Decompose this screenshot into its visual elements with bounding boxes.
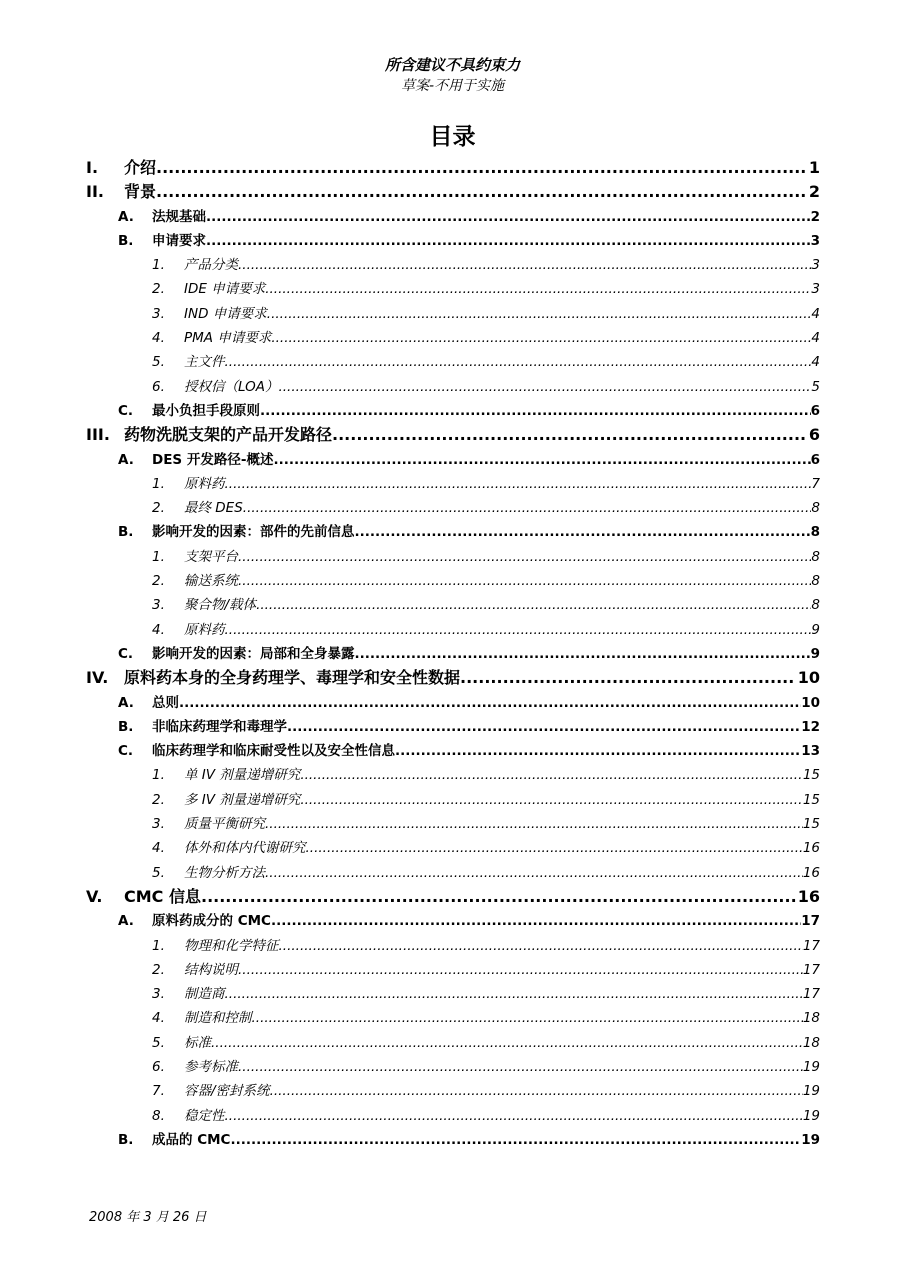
toc-dot-leader [300, 788, 803, 812]
toc-dot-leader [238, 1055, 803, 1079]
toc-entry-title: 支架平台 [184, 548, 238, 565]
toc-entry-title: 制造和控制 [184, 1010, 252, 1027]
toc-entry-page: 9 [810, 645, 820, 662]
toc-dot-leader [287, 715, 801, 739]
toc-entry-number: 2. [152, 961, 165, 978]
toc-entry-number: 7. [152, 1083, 165, 1100]
toc-entry-page: 13 [801, 743, 820, 760]
toc-entry-title: 生物分析方法 [184, 864, 265, 881]
toc-entry-page: 15 [802, 816, 820, 833]
toc-entry[interactable] [86, 1104, 820, 1128]
toc-dot-leader [156, 156, 807, 180]
toc-entry-title: 总则 [152, 694, 179, 711]
toc-entry-page: 8 [810, 524, 820, 541]
toc-entry-title: 原料药 [184, 475, 225, 492]
toc-entry-page: 17 [802, 961, 820, 978]
toc-entry-title: 最小负担手段原则 [152, 402, 260, 419]
toc-dot-leader [306, 836, 803, 860]
toc-entry-number: 3. [152, 816, 165, 833]
toc-entry-number: 2. [152, 281, 165, 298]
toc-entry-title: DES 开发路径-概述 [152, 451, 274, 468]
toc-entry-title: 申请要求 [152, 232, 206, 249]
toc-entry-page: 2 [808, 182, 820, 202]
toc-entry-page: 8 [811, 548, 820, 565]
toc-entry-page: 18 [802, 1034, 820, 1051]
toc-entry[interactable] [86, 1079, 820, 1103]
toc-entry[interactable] [86, 885, 820, 909]
toc-entry-number: C. [118, 402, 134, 419]
toc-entry-number: C. [118, 645, 134, 662]
toc-entry-page: 8 [811, 573, 820, 590]
toc-entry-number: 4. [152, 840, 165, 857]
toc-entry-number: 4. [152, 621, 165, 638]
toc-entry-page: 17 [802, 986, 820, 1003]
toc-entry-title: 成品的 CMC [152, 1131, 231, 1148]
toc-entry-number: III. [86, 425, 110, 445]
toc-entry[interactable] [86, 472, 820, 496]
toc-entry[interactable] [86, 763, 820, 787]
toc-entry-title: 介绍 [124, 158, 157, 177]
toc-entry-title: 法规基础 [152, 208, 206, 225]
toc-entry-title: 参考标准 [184, 1058, 238, 1075]
toc-dot-leader [265, 277, 811, 301]
toc-entry-number: 6. [152, 1058, 165, 1075]
toc-dot-leader [225, 1104, 803, 1128]
toc-entry-page: 8 [811, 597, 820, 614]
toc-entry-number: 5. [152, 864, 165, 881]
toc-entry-number: 4. [152, 330, 165, 347]
toc-entry-number: A. [118, 451, 134, 468]
toc-dot-leader [271, 909, 801, 933]
toc-entry[interactable] [86, 982, 820, 1006]
toc-entry-page: 16 [802, 864, 820, 881]
toc-dot-leader [265, 812, 803, 836]
toc-entry-title: 原料药成分的 CMC [152, 913, 271, 930]
toc-entry-page: 3 [810, 232, 820, 249]
toc-entry[interactable] [86, 618, 820, 642]
toc-entry-page: 4 [811, 354, 820, 371]
toc-entry-title: 制造商 [184, 986, 225, 1003]
header-draft-note: 草案-不用于实施 [400, 78, 505, 94]
toc-entry-page: 1 [808, 158, 820, 177]
toc-entry[interactable] [86, 205, 820, 229]
toc-dot-leader [355, 642, 811, 666]
toc-dot-leader [278, 375, 811, 399]
toc-entry-number: 1. [152, 475, 165, 492]
toc-entry-number: B. [118, 718, 134, 735]
toc-entry[interactable] [86, 496, 820, 520]
toc-entry[interactable] [86, 958, 820, 982]
toc-entry-number: 2. [152, 500, 165, 517]
toc-dot-leader [256, 593, 811, 617]
toc-entry[interactable] [86, 1055, 820, 1079]
toc-entry-title: 物理和化学特征 [184, 937, 279, 954]
toc-entry-title: CMC 信息 [124, 886, 201, 906]
toc-entry-title: 授权信（LOA） [184, 378, 279, 395]
toc-dot-leader [238, 958, 803, 982]
toc-entry-title: 多 IV 剂量递增研究 [184, 791, 301, 808]
toc-entry-title: 结构说明 [184, 961, 238, 978]
toc-entry-number: 1. [152, 767, 165, 784]
toc-entry-title: 影响开发的因素：部件的先前信息 [152, 524, 355, 541]
toc-dot-leader [225, 472, 812, 496]
toc-dot-leader [271, 326, 811, 350]
toc-entry-page: 19 [802, 1107, 820, 1124]
toc-dot-leader [460, 666, 796, 690]
toc-entry-number: 8. [152, 1107, 165, 1124]
toc-entry-number: 3. [152, 305, 165, 322]
toc-entry-title: 原料药 [184, 621, 225, 638]
toc-entry-page: 16 [797, 886, 820, 906]
toc-entry[interactable] [86, 788, 820, 812]
toc-entry-page: 10 [801, 694, 820, 711]
toc-entry-number: B. [118, 524, 134, 541]
toc-dot-leader [201, 885, 796, 909]
toc-entry-page: 7 [811, 475, 820, 492]
toc-entry-title: 主文件 [184, 354, 225, 371]
toc-dot-leader [243, 496, 812, 520]
footer-date: 2008 年 3 月 26 日 [89, 1210, 207, 1225]
toc-entry-number: C. [118, 743, 134, 760]
toc-entry[interactable] [86, 569, 820, 593]
toc-entry-title: 原料药本身的全身药理学、毒理学和安全性数据 [124, 668, 461, 688]
toc-dot-leader [206, 205, 811, 229]
toc-entry-number: V. [86, 886, 103, 906]
document-header [0, 54, 905, 96]
toc-dot-leader [238, 253, 811, 277]
toc-entry-page: 15 [802, 767, 820, 784]
toc-entry[interactable] [86, 399, 820, 423]
toc-dot-leader [300, 763, 803, 787]
toc-entry-number: A. [118, 694, 134, 711]
toc-entry-page: 17 [801, 913, 820, 930]
toc-entry-number: 3. [152, 597, 165, 614]
toc-entry-title: 临床药理学和临床耐受性以及安全性信息 [152, 743, 395, 760]
toc-entry-title: 稳定性 [184, 1107, 225, 1124]
toc-dot-leader [395, 739, 801, 763]
toc-dot-leader [156, 180, 807, 204]
toc-dot-leader [238, 569, 811, 593]
toc-entry-page: 19 [802, 1058, 820, 1075]
toc-entry-number: 6. [152, 378, 165, 395]
toc-entry-number: A. [118, 913, 134, 930]
toc-entry[interactable] [86, 302, 820, 326]
toc-entry-number: 1. [152, 548, 165, 565]
toc-entry-page: 9 [811, 621, 820, 638]
toc-entry-number: 5. [152, 354, 165, 371]
toc-entry-title: 背景 [124, 182, 157, 202]
toc-entry[interactable] [86, 156, 820, 180]
toc-entry-title: 非临床药理学和毒理学 [152, 718, 287, 735]
toc-entry-page: 10 [797, 668, 820, 688]
toc-dot-leader [225, 982, 803, 1006]
toc-dot-leader [355, 520, 811, 544]
toc-entry-page: 12 [801, 718, 820, 735]
toc-entry[interactable] [86, 1006, 820, 1030]
toc-entry[interactable] [86, 934, 820, 958]
toc-entry[interactable] [86, 520, 820, 544]
toc-dot-leader [230, 1128, 801, 1152]
toc-entry-title: 单 IV 剂量递增研究 [184, 767, 301, 784]
toc-entry[interactable] [86, 277, 820, 301]
toc-dot-leader [279, 934, 803, 958]
toc-entry[interactable] [86, 229, 820, 253]
toc-entry-title: IDE 申请要求 [184, 281, 266, 298]
toc-entry-title: 药物洗脱支架的产品开发路径 [124, 425, 333, 445]
toc-entry-page: 2 [810, 208, 820, 225]
toc-entry[interactable] [86, 253, 820, 277]
toc-entry[interactable] [86, 715, 820, 739]
toc-entry[interactable] [86, 180, 820, 204]
toc-entry-number: B. [118, 232, 134, 249]
toc-entry-page: 15 [802, 791, 820, 808]
toc-entry-number: 5. [152, 1034, 165, 1051]
toc-entry-title: 聚合物/载体 [184, 597, 257, 614]
toc-entry[interactable] [86, 1128, 820, 1152]
toc-entry-title: 影响开发的因素：局部和全身暴露 [152, 645, 355, 662]
toc-entry[interactable] [86, 691, 820, 715]
toc-entry[interactable] [86, 909, 820, 933]
toc-entry[interactable] [86, 1031, 820, 1055]
toc-entry-page: 18 [802, 1010, 820, 1027]
toc-entry-number: 4. [152, 1010, 165, 1027]
toc-entry-page: 8 [811, 500, 820, 517]
toc-entry-title: 质量平衡研究 [184, 816, 265, 833]
toc-entry[interactable] [86, 666, 820, 690]
toc-entry[interactable] [86, 375, 820, 399]
toc-dot-leader [260, 399, 811, 423]
toc-entry-page: 3 [811, 281, 820, 298]
toc-entry-page: 4 [811, 330, 820, 347]
toc-entry-title: IND 申请要求 [184, 305, 267, 322]
toc-entry-number: 2. [152, 573, 165, 590]
header-disclaimer: 所含建议不具约束力 [384, 56, 520, 74]
toc-entry-number: A. [118, 208, 134, 225]
toc-dot-leader [225, 618, 812, 642]
toc-entry[interactable] [86, 448, 820, 472]
toc-entry-page: 6 [808, 425, 820, 445]
toc-entry-page: 4 [811, 305, 820, 322]
toc-dot-leader [252, 1006, 803, 1030]
toc-entry-number: 3. [152, 986, 165, 1003]
toc-entry-number: 1. [152, 937, 165, 954]
toc-dot-leader [179, 691, 801, 715]
toc-entry-title: 最终 DES [184, 500, 243, 517]
toc-entry-number: I. [86, 158, 99, 177]
toc-entry-page: 16 [802, 840, 820, 857]
toc-entry-page: 19 [802, 1083, 820, 1100]
toc-dot-leader [273, 448, 810, 472]
toc-entry-number: 2. [152, 791, 165, 808]
toc-entry-title: 产品分类 [184, 257, 238, 274]
toc-entry-title: 容器/密封系统 [184, 1083, 270, 1100]
toc-dot-leader [267, 302, 812, 326]
toc-title: 目录 [429, 124, 476, 150]
table-of-contents [86, 156, 820, 1152]
toc-entry[interactable] [86, 836, 820, 860]
toc-entry-page: 19 [801, 1131, 820, 1148]
toc-entry-number: IV. [86, 668, 109, 688]
toc-entry[interactable] [86, 423, 820, 447]
toc-dot-leader [332, 423, 807, 447]
toc-dot-leader [225, 350, 812, 374]
toc-entry[interactable] [86, 350, 820, 374]
toc-entry-number: 1. [152, 257, 165, 274]
toc-entry[interactable] [86, 593, 820, 617]
toc-entry[interactable] [86, 326, 820, 350]
toc-entry[interactable] [86, 812, 820, 836]
toc-entry-number: II. [86, 182, 104, 202]
toc-dot-leader [211, 1031, 803, 1055]
toc-dot-leader [206, 229, 811, 253]
toc-entry[interactable] [86, 545, 820, 569]
toc-entry-title: 输送系统 [184, 573, 238, 590]
toc-entry-page: 6 [810, 451, 820, 468]
toc-entry-page: 5 [811, 378, 820, 395]
toc-entry[interactable] [86, 739, 820, 763]
toc-dot-leader [265, 861, 803, 885]
toc-dot-leader [270, 1079, 803, 1103]
toc-entry-page: 17 [802, 937, 820, 954]
toc-entry-page: 3 [811, 257, 820, 274]
toc-entry[interactable] [86, 642, 820, 666]
toc-dot-leader [238, 545, 811, 569]
toc-entry-title: 体外和体内代谢研究 [184, 840, 306, 857]
toc-entry[interactable] [86, 861, 820, 885]
toc-entry-page: 6 [810, 402, 820, 419]
toc-entry-title: PMA 申请要求 [184, 330, 272, 347]
toc-entry-number: B. [118, 1131, 134, 1148]
toc-entry-title: 标准 [184, 1034, 211, 1051]
